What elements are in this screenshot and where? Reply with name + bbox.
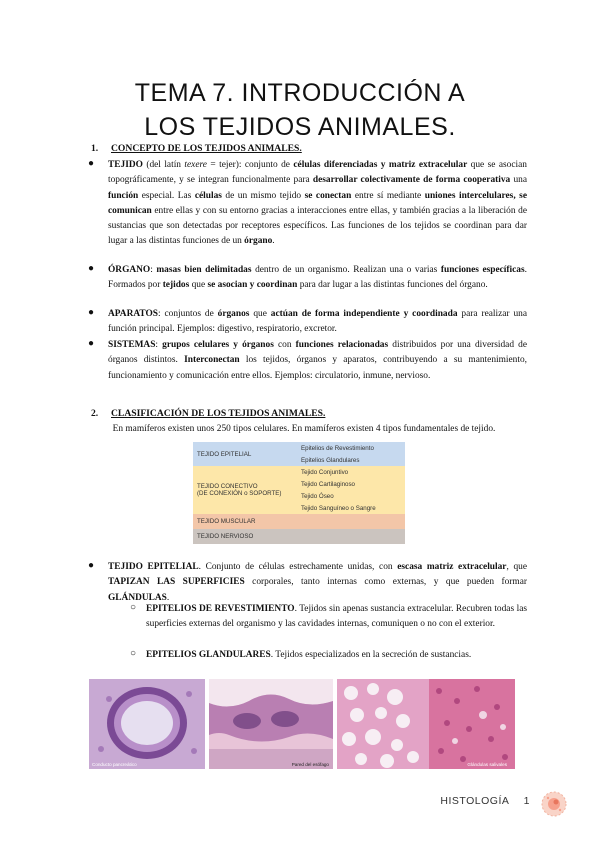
page-title <box>0 76 600 144</box>
cell-logo-icon <box>540 790 568 818</box>
photo-conducto-pancreatico <box>89 679 205 769</box>
table-label-epitelial: TEJIDO EPITELIAL <box>197 450 252 458</box>
page-number: 1 <box>523 795 530 807</box>
table-row-conectivo <box>193 466 405 478</box>
table-cell-sub: Epitelios de Revestimiento <box>301 444 374 452</box>
term-glandulares: EPITELIOS GLANDULARES <box>146 650 271 660</box>
table-cell-sub: Tejido Óseo <box>301 492 334 500</box>
table-cell-sub: Tejido Sanguíneo o Sangre <box>301 504 376 512</box>
photo-caption: Conducto pancreático <box>92 762 137 767</box>
term-revestimiento: EPITELIOS DE REVESTIMIENTO <box>146 604 295 614</box>
table-row-nervioso <box>193 529 405 544</box>
bullet-icon: ● <box>88 263 95 274</box>
table-label-nervioso: TEJIDO NERVIOSO <box>197 533 254 540</box>
term-organo: ÓRGANO <box>108 265 151 275</box>
section-2-title: CLASIFICACIÓN DE LOS TEJIDOS ANIMALES. <box>111 408 326 419</box>
latin-word: texere <box>184 160 207 170</box>
table-label-conectivo: TEJIDO CONECTIVO (DE CONEXIÓN o SOPORTE) <box>197 483 282 497</box>
photo-caption: Glándulas salivales <box>467 762 507 767</box>
section-1-title: CONCEPTO DE LOS TEJIDOS ANIMALES. <box>111 143 302 154</box>
term-aparatos: APARATOS <box>108 309 159 319</box>
table-label-muscular: TEJIDO MUSCULAR <box>197 518 256 525</box>
table-row-epitelial <box>193 442 405 454</box>
bullet-icon: ● <box>88 158 95 169</box>
photo-glandulas-salivales <box>337 679 515 769</box>
definition-organo: ÓRGANO: masas bien delimitadas dentro de un organismo. Realizan una o varias funciones específicas. Formados por tejidos que se asocian y coordinan para dar lugar a las distintas funciones del órgano. <box>108 265 527 291</box>
section-1-heading <box>91 143 302 154</box>
table-cell-sub: Tejido Conjuntivo <box>301 468 349 476</box>
term-tejido: TEJIDO <box>108 160 143 170</box>
bullet-icon: ● <box>88 560 95 571</box>
definition-tejido: TEJIDO (del latín texere = tejer): conjunto de células diferenciadas y matriz extracelular que se asocian topográficamente, y se integran funcionalmente para desarrollar colectivamente de forma cooperativa una función especial. Las células de un mismo tejido se conectan entre sí mediante uniones intercelulares, se comunican entre ellas y con su entorno gracias a interacciones entre ellas, y también gracias a la liberación de sustancias que son detectadas por receptores específicos. Las funciones de los tejidos se coordinan para dar lugar a las distintas funciones de un órgano. <box>108 160 528 247</box>
footer-subject: HISTOLOGÍA <box>440 795 509 807</box>
definition-sistemas: SISTEMAS: grupos celulares y órganos con funciones relacionadas distribuidos por una diversidad de órganos distintos. Interconectan los tejidos, órganos y aparatos, contribuyendo a su mantenimiento, funcionamiento y comunicación entre ellos. Ejemplos: circulatorio, inmune, nervioso. <box>108 340 527 381</box>
bullet-icon: ● <box>88 307 95 318</box>
definition-aparatos: APARATOS: conjuntos de órganos que actúan de forma independiente y coordinada para realizar una función principal. Ejemplos: digestivo, respiratorio, excretor. <box>108 309 527 335</box>
section-1-number: 1. <box>91 143 99 154</box>
photo-caption: Pared del esófago <box>291 762 329 767</box>
table-cell-sub: Tejido Cartilaginoso <box>301 480 355 488</box>
circle-bullet-icon: ○ <box>130 602 137 613</box>
tissue-classification-table <box>193 442 405 544</box>
definition-epitelios-glandulares: EPITELIOS GLANDULARES. Tejidos especializados en la secreción de sustancias. <box>146 650 472 660</box>
title-line-2: LOS TEJIDOS ANIMALES. <box>144 113 456 141</box>
term-sistemas: SISTEMAS <box>108 340 156 350</box>
page-footer <box>440 795 530 807</box>
table-cell-sub: Epitelios Glandulares <box>301 456 360 464</box>
title-line-1: TEMA 7. INTRODUCCIÓN A <box>134 79 466 107</box>
photo-pared-esofago <box>209 679 333 769</box>
section-2-intro: En mamíferos existen unos 250 tipos celulares. En mamíferos existen 4 tipos fundamentales de tejido. <box>112 424 496 434</box>
term-tejido-epitelial: TEJIDO EPITELIAL <box>108 562 199 572</box>
table-row-muscular <box>193 514 405 529</box>
histology-photo-strip <box>89 679 515 769</box>
definition-epitelios-revestimiento: EPITELIOS DE REVESTIMIENTO. Tejidos sin apenas sustancia extracelular. Recubren todas las superficies externas del organismo y las cavidades internas, comuniquen o no con el exterior. <box>146 604 528 630</box>
circle-bullet-icon: ○ <box>130 648 137 659</box>
bullet-icon: ● <box>88 338 95 349</box>
section-2-heading <box>91 408 325 419</box>
section-2-number: 2. <box>91 408 99 419</box>
definition-tejido-epitelial: TEJIDO EPITELIAL. Conjunto de células estrechamente unidas, con escasa matriz extracelular, que TAPIZAN LAS SUPERFICIES corporales, tanto internas como externas, y que pueden formar GLÁNDULAS. <box>108 562 527 603</box>
